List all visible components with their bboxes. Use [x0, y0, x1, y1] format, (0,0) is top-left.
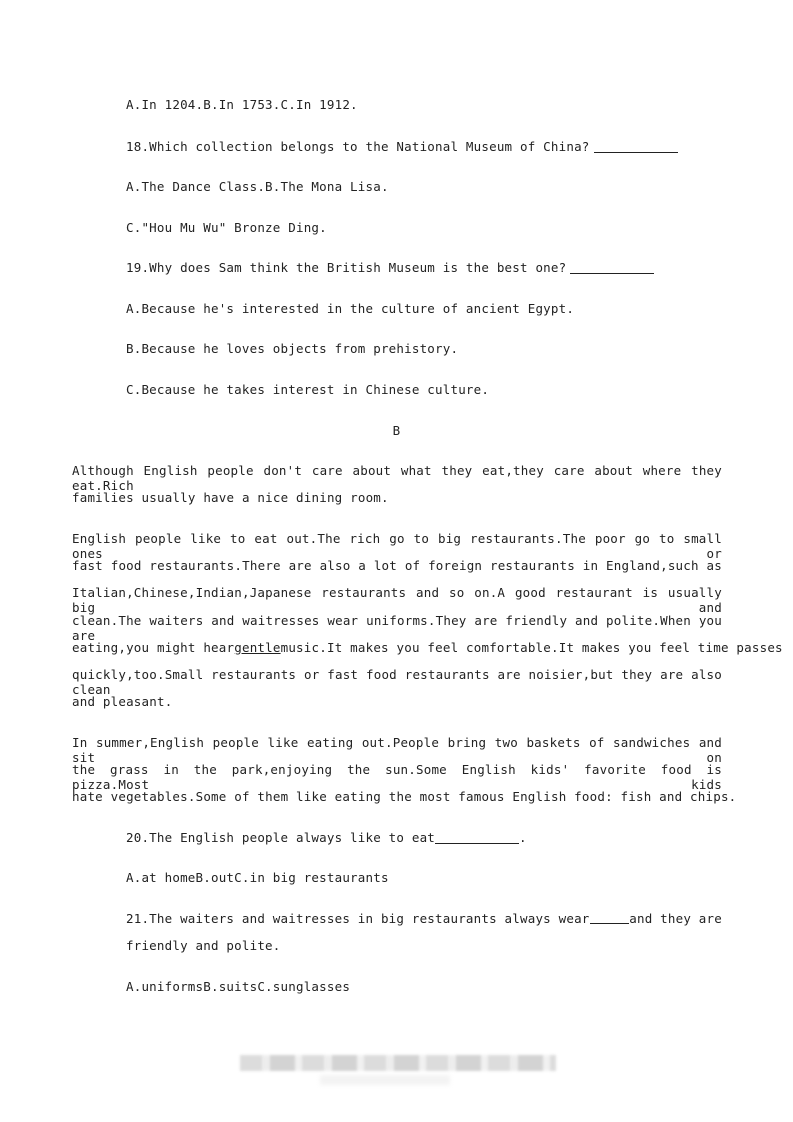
q18-question-text: 18.Which collection belongs to the National Museum of China? [126, 139, 590, 154]
paragraph-2-line: and pleasant. [72, 694, 173, 709]
q19-question-text: 19.Why does Sam think the British Museum is the best one? [126, 260, 567, 275]
q19-option-b: B.Because he loves objects from prehistory. [126, 341, 459, 356]
paragraph-2-line: Italian,Chinese,Indian,Japanese restaurants and so on.A good restaurant is usually big and [72, 585, 722, 615]
section-heading: B [392, 423, 401, 438]
q18-answer-blank[interactable] [594, 140, 678, 153]
q21-question-text: 21.The waiters and waitresses in big restaurants always wear [126, 911, 590, 926]
q21-answer-blank[interactable] [590, 911, 630, 924]
q19-question [126, 260, 654, 275]
q20-options: A.at homeB.outC.in big restaurants [126, 870, 389, 885]
q21-options: A.uniformsB.suitsC.sunglasses [126, 979, 351, 994]
underlined-word: gentle [234, 640, 281, 655]
q18-options-ab: A.The Dance Class.B.The Mona Lisa. [126, 179, 389, 194]
q18-option-c: C."Hou Mu Wu" Bronze Ding. [126, 220, 327, 235]
paragraph-3-line: hate vegetables.Some of them like eating the most famous English food: fish and chips. [72, 789, 737, 804]
p2-line5-after: music.It makes you feel comfortable.It makes you feel time passes [280, 640, 783, 655]
paragraph-2-line: clean.The waiters and waitresses wear uniforms.They are friendly and polite.When you are [72, 613, 722, 643]
q17-options: A.In 1204.B.In 1753.C.In 1912. [126, 97, 358, 112]
q18-question [126, 139, 678, 154]
paragraph-2-line: fast food restaurants.There are also a lot of foreign restaurants in England,such as [72, 558, 722, 573]
paragraph-1-line: families usually have a nice dining room. [72, 490, 389, 505]
q21-question-after: and they are [629, 911, 722, 926]
q20-question-text: 20.The English people always like to eat [126, 830, 436, 845]
q19-option-c: C.Because he takes interest in Chinese culture. [126, 382, 490, 397]
q19-option-a: A.Because he's interested in the culture of ancient Egypt. [126, 301, 575, 316]
paragraph-2-line: English people like to eat out.The rich go to big restaurants.The poor go to small ones or [72, 531, 722, 561]
q21-question-line2: friendly and polite. [126, 938, 281, 953]
q20-question [126, 830, 527, 845]
paragraph-1-line: Although English people don't care about what they eat,they care about where they eat.Rich [72, 463, 722, 493]
q20-question-end: . [519, 830, 527, 845]
paragraph-2-line [72, 640, 783, 655]
paragraph-2-line: quickly,too.Small restaurants or fast food restaurants are noisier,but they are also clean [72, 667, 722, 697]
paragraph-3-line: In summer,English people like eating out.People bring two baskets of sandwiches and sit on [72, 735, 722, 765]
q19-answer-blank[interactable] [570, 261, 654, 274]
p2-line5-before: eating,you might hear [72, 640, 235, 655]
blurred-footer [240, 1055, 556, 1071]
q20-answer-blank[interactable] [435, 831, 519, 844]
q21-question [126, 911, 722, 926]
paragraph-3-line: the grass in the park,enjoying the sun.Some English kids' favorite food is pizza.Most kids [72, 762, 722, 792]
blurred-footer-sub [320, 1075, 450, 1085]
